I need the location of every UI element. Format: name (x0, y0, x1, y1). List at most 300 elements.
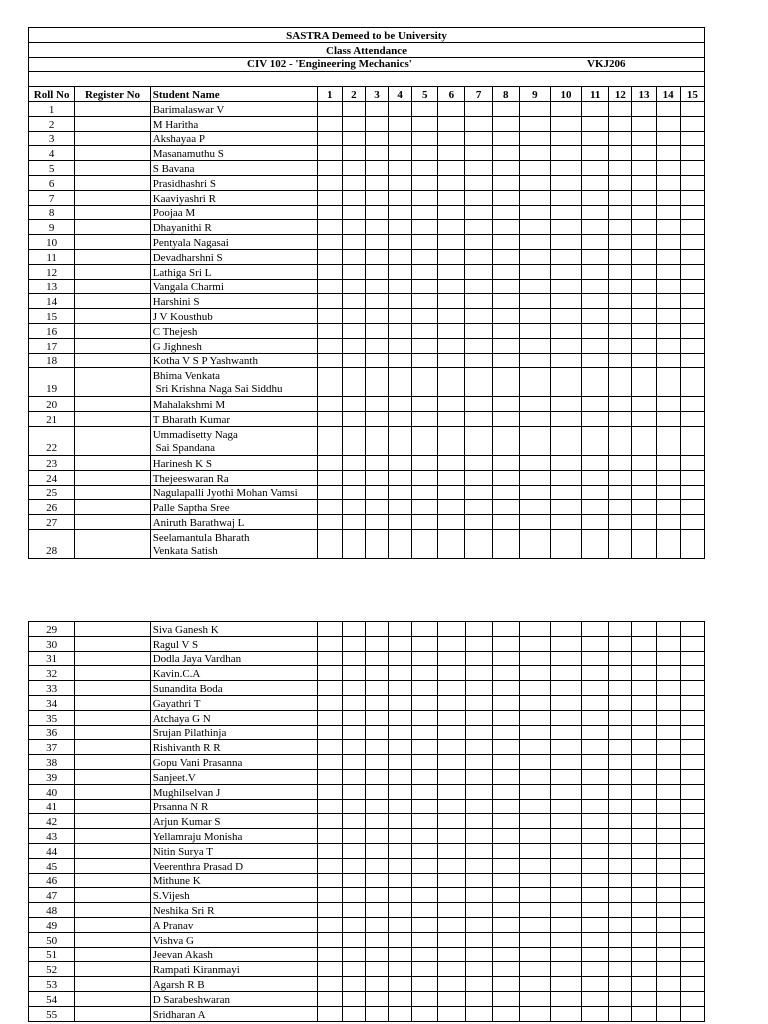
attendance-cell[interactable] (465, 500, 492, 515)
attendance-cell[interactable] (438, 161, 465, 176)
attendance-cell[interactable] (438, 264, 465, 279)
attendance-cell[interactable] (492, 500, 519, 515)
attendance-cell[interactable] (342, 101, 365, 116)
attendance-cell[interactable] (317, 309, 342, 324)
attendance-cell[interactable] (609, 695, 632, 710)
attendance-cell[interactable] (492, 873, 519, 888)
attendance-cell[interactable] (582, 220, 609, 235)
attendance-cell[interactable] (389, 294, 412, 309)
attendance-cell[interactable] (317, 294, 342, 309)
attendance-cell[interactable] (412, 784, 438, 799)
attendance-cell[interactable] (609, 529, 632, 558)
attendance-cell[interactable] (492, 529, 519, 558)
attendance-cell[interactable] (317, 368, 342, 397)
attendance-cell[interactable] (519, 470, 550, 485)
attendance-cell[interactable] (632, 338, 656, 353)
attendance-cell[interactable] (656, 843, 680, 858)
attendance-cell[interactable] (438, 725, 465, 740)
attendance-cell[interactable] (365, 426, 388, 455)
attendance-cell[interactable] (582, 264, 609, 279)
attendance-cell[interactable] (550, 962, 581, 977)
attendance-cell[interactable] (438, 146, 465, 161)
attendance-cell[interactable] (609, 264, 632, 279)
attendance-cell[interactable] (412, 991, 438, 1006)
attendance-cell[interactable] (609, 146, 632, 161)
attendance-cell[interactable] (519, 175, 550, 190)
attendance-cell[interactable] (632, 146, 656, 161)
attendance-cell[interactable] (412, 353, 438, 368)
attendance-cell[interactable] (389, 264, 412, 279)
attendance-cell[interactable] (656, 116, 680, 131)
attendance-cell[interactable] (632, 175, 656, 190)
attendance-cell[interactable] (438, 500, 465, 515)
attendance-cell[interactable] (465, 161, 492, 176)
attendance-cell[interactable] (680, 529, 704, 558)
attendance-cell[interactable] (389, 932, 412, 947)
attendance-cell[interactable] (680, 426, 704, 455)
attendance-cell[interactable] (519, 710, 550, 725)
attendance-cell[interactable] (412, 500, 438, 515)
attendance-cell[interactable] (609, 116, 632, 131)
attendance-cell[interactable] (438, 1006, 465, 1021)
attendance-cell[interactable] (438, 947, 465, 962)
attendance-cell[interactable] (412, 681, 438, 696)
attendance-cell[interactable] (656, 175, 680, 190)
attendance-cell[interactable] (492, 681, 519, 696)
attendance-cell[interactable] (342, 116, 365, 131)
attendance-cell[interactable] (389, 101, 412, 116)
attendance-cell[interactable] (519, 725, 550, 740)
attendance-cell[interactable] (550, 829, 581, 844)
attendance-cell[interactable] (609, 814, 632, 829)
attendance-cell[interactable] (632, 249, 656, 264)
attendance-cell[interactable] (632, 666, 656, 681)
attendance-cell[interactable] (317, 455, 342, 470)
attendance-cell[interactable] (438, 426, 465, 455)
attendance-cell[interactable] (465, 279, 492, 294)
attendance-cell[interactable] (492, 426, 519, 455)
attendance-cell[interactable] (550, 220, 581, 235)
register-no-cell[interactable] (75, 799, 150, 814)
attendance-cell[interactable] (342, 769, 365, 784)
attendance-cell[interactable] (342, 710, 365, 725)
attendance-cell[interactable] (492, 353, 519, 368)
attendance-cell[interactable] (680, 205, 704, 220)
attendance-cell[interactable] (680, 485, 704, 500)
attendance-cell[interactable] (389, 353, 412, 368)
attendance-cell[interactable] (317, 843, 342, 858)
attendance-cell[interactable] (365, 917, 388, 932)
attendance-cell[interactable] (609, 681, 632, 696)
attendance-cell[interactable] (680, 784, 704, 799)
attendance-cell[interactable] (412, 294, 438, 309)
attendance-cell[interactable] (317, 412, 342, 427)
attendance-cell[interactable] (609, 977, 632, 992)
attendance-cell[interactable] (632, 725, 656, 740)
attendance-cell[interactable] (342, 264, 365, 279)
attendance-cell[interactable] (365, 888, 388, 903)
attendance-cell[interactable] (609, 161, 632, 176)
attendance-cell[interactable] (519, 338, 550, 353)
attendance-cell[interactable] (465, 932, 492, 947)
attendance-cell[interactable] (609, 338, 632, 353)
attendance-cell[interactable] (582, 725, 609, 740)
attendance-cell[interactable] (342, 353, 365, 368)
register-no-cell[interactable] (75, 190, 150, 205)
attendance-cell[interactable] (389, 470, 412, 485)
attendance-cell[interactable] (342, 426, 365, 455)
attendance-cell[interactable] (412, 220, 438, 235)
attendance-cell[interactable] (519, 917, 550, 932)
attendance-cell[interactable] (342, 205, 365, 220)
attendance-cell[interactable] (582, 338, 609, 353)
attendance-cell[interactable] (365, 116, 388, 131)
attendance-cell[interactable] (492, 175, 519, 190)
attendance-cell[interactable] (582, 146, 609, 161)
register-no-cell[interactable] (75, 131, 150, 146)
attendance-cell[interactable] (632, 500, 656, 515)
attendance-cell[interactable] (412, 323, 438, 338)
attendance-cell[interactable] (656, 101, 680, 116)
attendance-cell[interactable] (365, 146, 388, 161)
attendance-cell[interactable] (438, 368, 465, 397)
attendance-cell[interactable] (550, 681, 581, 696)
attendance-cell[interactable] (656, 397, 680, 412)
attendance-cell[interactable] (412, 161, 438, 176)
attendance-cell[interactable] (519, 323, 550, 338)
attendance-cell[interactable] (632, 755, 656, 770)
attendance-cell[interactable] (317, 264, 342, 279)
attendance-cell[interactable] (465, 264, 492, 279)
attendance-cell[interactable] (317, 710, 342, 725)
attendance-cell[interactable] (609, 279, 632, 294)
attendance-cell[interactable] (680, 710, 704, 725)
attendance-cell[interactable] (317, 725, 342, 740)
attendance-cell[interactable] (656, 710, 680, 725)
attendance-cell[interactable] (317, 190, 342, 205)
register-no-cell[interactable] (75, 264, 150, 279)
attendance-cell[interactable] (519, 264, 550, 279)
attendance-cell[interactable] (632, 1006, 656, 1021)
register-no-cell[interactable] (75, 932, 150, 947)
attendance-cell[interactable] (609, 740, 632, 755)
attendance-cell[interactable] (492, 858, 519, 873)
attendance-cell[interactable] (342, 323, 365, 338)
attendance-cell[interactable] (365, 636, 388, 651)
attendance-cell[interactable] (632, 784, 656, 799)
attendance-cell[interactable] (609, 636, 632, 651)
attendance-cell[interactable] (389, 725, 412, 740)
attendance-cell[interactable] (317, 740, 342, 755)
attendance-cell[interactable] (492, 666, 519, 681)
attendance-cell[interactable] (582, 235, 609, 250)
attendance-cell[interactable] (550, 294, 581, 309)
attendance-cell[interactable] (632, 294, 656, 309)
attendance-cell[interactable] (342, 131, 365, 146)
attendance-cell[interactable] (582, 843, 609, 858)
attendance-cell[interactable] (609, 769, 632, 784)
attendance-cell[interactable] (632, 515, 656, 530)
attendance-cell[interactable] (492, 829, 519, 844)
attendance-cell[interactable] (609, 220, 632, 235)
attendance-cell[interactable] (656, 636, 680, 651)
attendance-cell[interactable] (465, 338, 492, 353)
attendance-cell[interactable] (342, 622, 365, 637)
register-no-cell[interactable] (75, 309, 150, 324)
attendance-cell[interactable] (550, 799, 581, 814)
attendance-cell[interactable] (389, 1006, 412, 1021)
attendance-cell[interactable] (438, 101, 465, 116)
attendance-cell[interactable] (412, 101, 438, 116)
attendance-cell[interactable] (656, 977, 680, 992)
attendance-cell[interactable] (342, 888, 365, 903)
attendance-cell[interactable] (680, 1006, 704, 1021)
attendance-cell[interactable] (389, 529, 412, 558)
attendance-cell[interactable] (582, 175, 609, 190)
attendance-cell[interactable] (365, 175, 388, 190)
register-no-cell[interactable] (75, 116, 150, 131)
attendance-cell[interactable] (656, 131, 680, 146)
attendance-cell[interactable] (492, 962, 519, 977)
attendance-cell[interactable] (680, 353, 704, 368)
attendance-cell[interactable] (342, 397, 365, 412)
attendance-cell[interactable] (342, 784, 365, 799)
attendance-cell[interactable] (632, 962, 656, 977)
attendance-cell[interactable] (492, 888, 519, 903)
attendance-cell[interactable] (389, 397, 412, 412)
attendance-cell[interactable] (632, 903, 656, 918)
attendance-cell[interactable] (550, 932, 581, 947)
attendance-cell[interactable] (465, 681, 492, 696)
register-no-cell[interactable] (75, 725, 150, 740)
attendance-cell[interactable] (412, 279, 438, 294)
attendance-cell[interactable] (582, 991, 609, 1006)
attendance-cell[interactable] (550, 636, 581, 651)
attendance-cell[interactable] (389, 161, 412, 176)
attendance-cell[interactable] (465, 190, 492, 205)
attendance-cell[interactable] (492, 323, 519, 338)
attendance-cell[interactable] (582, 279, 609, 294)
attendance-cell[interactable] (519, 622, 550, 637)
attendance-cell[interactable] (389, 412, 412, 427)
attendance-cell[interactable] (519, 353, 550, 368)
attendance-cell[interactable] (465, 858, 492, 873)
attendance-cell[interactable] (438, 784, 465, 799)
attendance-cell[interactable] (412, 116, 438, 131)
register-no-cell[interactable] (75, 279, 150, 294)
attendance-cell[interactable] (317, 917, 342, 932)
attendance-cell[interactable] (438, 903, 465, 918)
attendance-cell[interactable] (519, 279, 550, 294)
attendance-cell[interactable] (317, 235, 342, 250)
attendance-cell[interactable] (550, 947, 581, 962)
attendance-cell[interactable] (632, 873, 656, 888)
attendance-cell[interactable] (438, 220, 465, 235)
attendance-cell[interactable] (680, 235, 704, 250)
attendance-cell[interactable] (680, 131, 704, 146)
attendance-cell[interactable] (582, 681, 609, 696)
attendance-cell[interactable] (656, 873, 680, 888)
attendance-cell[interactable] (656, 368, 680, 397)
attendance-cell[interactable] (438, 205, 465, 220)
attendance-cell[interactable] (550, 279, 581, 294)
attendance-cell[interactable] (550, 338, 581, 353)
attendance-cell[interactable] (492, 740, 519, 755)
attendance-cell[interactable] (492, 755, 519, 770)
register-no-cell[interactable] (75, 220, 150, 235)
attendance-cell[interactable] (519, 131, 550, 146)
attendance-cell[interactable] (412, 131, 438, 146)
attendance-cell[interactable] (389, 917, 412, 932)
attendance-cell[interactable] (582, 947, 609, 962)
register-no-cell[interactable] (75, 636, 150, 651)
attendance-cell[interactable] (465, 529, 492, 558)
attendance-cell[interactable] (519, 755, 550, 770)
attendance-cell[interactable] (465, 455, 492, 470)
attendance-cell[interactable] (342, 146, 365, 161)
attendance-cell[interactable] (582, 294, 609, 309)
attendance-cell[interactable] (365, 500, 388, 515)
attendance-cell[interactable] (317, 485, 342, 500)
attendance-cell[interactable] (632, 622, 656, 637)
attendance-cell[interactable] (365, 947, 388, 962)
attendance-cell[interactable] (632, 205, 656, 220)
attendance-cell[interactable] (412, 977, 438, 992)
attendance-cell[interactable] (492, 932, 519, 947)
register-no-cell[interactable] (75, 455, 150, 470)
register-no-cell[interactable] (75, 470, 150, 485)
attendance-cell[interactable] (492, 947, 519, 962)
attendance-cell[interactable] (412, 710, 438, 725)
attendance-cell[interactable] (632, 309, 656, 324)
attendance-cell[interactable] (550, 529, 581, 558)
attendance-cell[interactable] (342, 368, 365, 397)
attendance-cell[interactable] (680, 636, 704, 651)
attendance-cell[interactable] (582, 515, 609, 530)
attendance-cell[interactable] (317, 146, 342, 161)
attendance-cell[interactable] (389, 740, 412, 755)
attendance-cell[interactable] (519, 858, 550, 873)
attendance-cell[interactable] (550, 264, 581, 279)
attendance-cell[interactable] (365, 681, 388, 696)
attendance-cell[interactable] (412, 1006, 438, 1021)
attendance-cell[interactable] (492, 235, 519, 250)
attendance-cell[interactable] (465, 710, 492, 725)
attendance-cell[interactable] (317, 666, 342, 681)
attendance-cell[interactable] (389, 175, 412, 190)
attendance-cell[interactable] (342, 309, 365, 324)
attendance-cell[interactable] (412, 368, 438, 397)
attendance-cell[interactable] (317, 769, 342, 784)
register-no-cell[interactable] (75, 814, 150, 829)
attendance-cell[interactable] (656, 426, 680, 455)
attendance-cell[interactable] (412, 888, 438, 903)
attendance-cell[interactable] (656, 681, 680, 696)
attendance-cell[interactable] (412, 932, 438, 947)
attendance-cell[interactable] (389, 695, 412, 710)
attendance-cell[interactable] (519, 146, 550, 161)
attendance-cell[interactable] (317, 131, 342, 146)
attendance-cell[interactable] (389, 309, 412, 324)
attendance-cell[interactable] (342, 725, 365, 740)
attendance-cell[interactable] (465, 116, 492, 131)
attendance-cell[interactable] (582, 932, 609, 947)
attendance-cell[interactable] (412, 740, 438, 755)
attendance-cell[interactable] (342, 695, 365, 710)
attendance-cell[interactable] (609, 947, 632, 962)
attendance-cell[interactable] (492, 710, 519, 725)
attendance-cell[interactable] (550, 888, 581, 903)
attendance-cell[interactable] (550, 843, 581, 858)
attendance-cell[interactable] (609, 725, 632, 740)
attendance-cell[interactable] (438, 755, 465, 770)
attendance-cell[interactable] (680, 695, 704, 710)
attendance-cell[interactable] (389, 622, 412, 637)
register-no-cell[interactable] (75, 769, 150, 784)
attendance-cell[interactable] (550, 500, 581, 515)
attendance-cell[interactable] (680, 888, 704, 903)
register-no-cell[interactable] (75, 235, 150, 250)
attendance-cell[interactable] (317, 858, 342, 873)
attendance-cell[interactable] (465, 146, 492, 161)
attendance-cell[interactable] (365, 323, 388, 338)
attendance-cell[interactable] (365, 161, 388, 176)
attendance-cell[interactable] (632, 888, 656, 903)
attendance-cell[interactable] (465, 977, 492, 992)
attendance-cell[interactable] (317, 338, 342, 353)
attendance-cell[interactable] (317, 500, 342, 515)
attendance-cell[interactable] (656, 455, 680, 470)
attendance-cell[interactable] (656, 146, 680, 161)
attendance-cell[interactable] (342, 666, 365, 681)
attendance-cell[interactable] (389, 190, 412, 205)
attendance-cell[interactable] (550, 695, 581, 710)
attendance-cell[interactable] (465, 917, 492, 932)
attendance-cell[interactable] (550, 814, 581, 829)
attendance-cell[interactable] (365, 455, 388, 470)
attendance-cell[interactable] (365, 353, 388, 368)
attendance-cell[interactable] (317, 161, 342, 176)
attendance-cell[interactable] (519, 515, 550, 530)
attendance-cell[interactable] (465, 1006, 492, 1021)
attendance-cell[interactable] (365, 294, 388, 309)
attendance-cell[interactable] (412, 873, 438, 888)
attendance-cell[interactable] (519, 455, 550, 470)
register-no-cell[interactable] (75, 843, 150, 858)
attendance-cell[interactable] (365, 205, 388, 220)
register-no-cell[interactable] (75, 962, 150, 977)
attendance-cell[interactable] (412, 755, 438, 770)
attendance-cell[interactable] (389, 769, 412, 784)
attendance-cell[interactable] (582, 101, 609, 116)
attendance-cell[interactable] (582, 205, 609, 220)
attendance-cell[interactable] (582, 249, 609, 264)
attendance-cell[interactable] (680, 190, 704, 205)
attendance-cell[interactable] (632, 323, 656, 338)
attendance-cell[interactable] (389, 858, 412, 873)
attendance-cell[interactable] (680, 932, 704, 947)
attendance-cell[interactable] (519, 814, 550, 829)
attendance-cell[interactable] (389, 755, 412, 770)
attendance-cell[interactable] (582, 636, 609, 651)
attendance-cell[interactable] (465, 470, 492, 485)
attendance-cell[interactable] (492, 799, 519, 814)
register-no-cell[interactable] (75, 740, 150, 755)
attendance-cell[interactable] (465, 175, 492, 190)
attendance-cell[interactable] (412, 309, 438, 324)
attendance-cell[interactable] (465, 829, 492, 844)
attendance-cell[interactable] (492, 917, 519, 932)
